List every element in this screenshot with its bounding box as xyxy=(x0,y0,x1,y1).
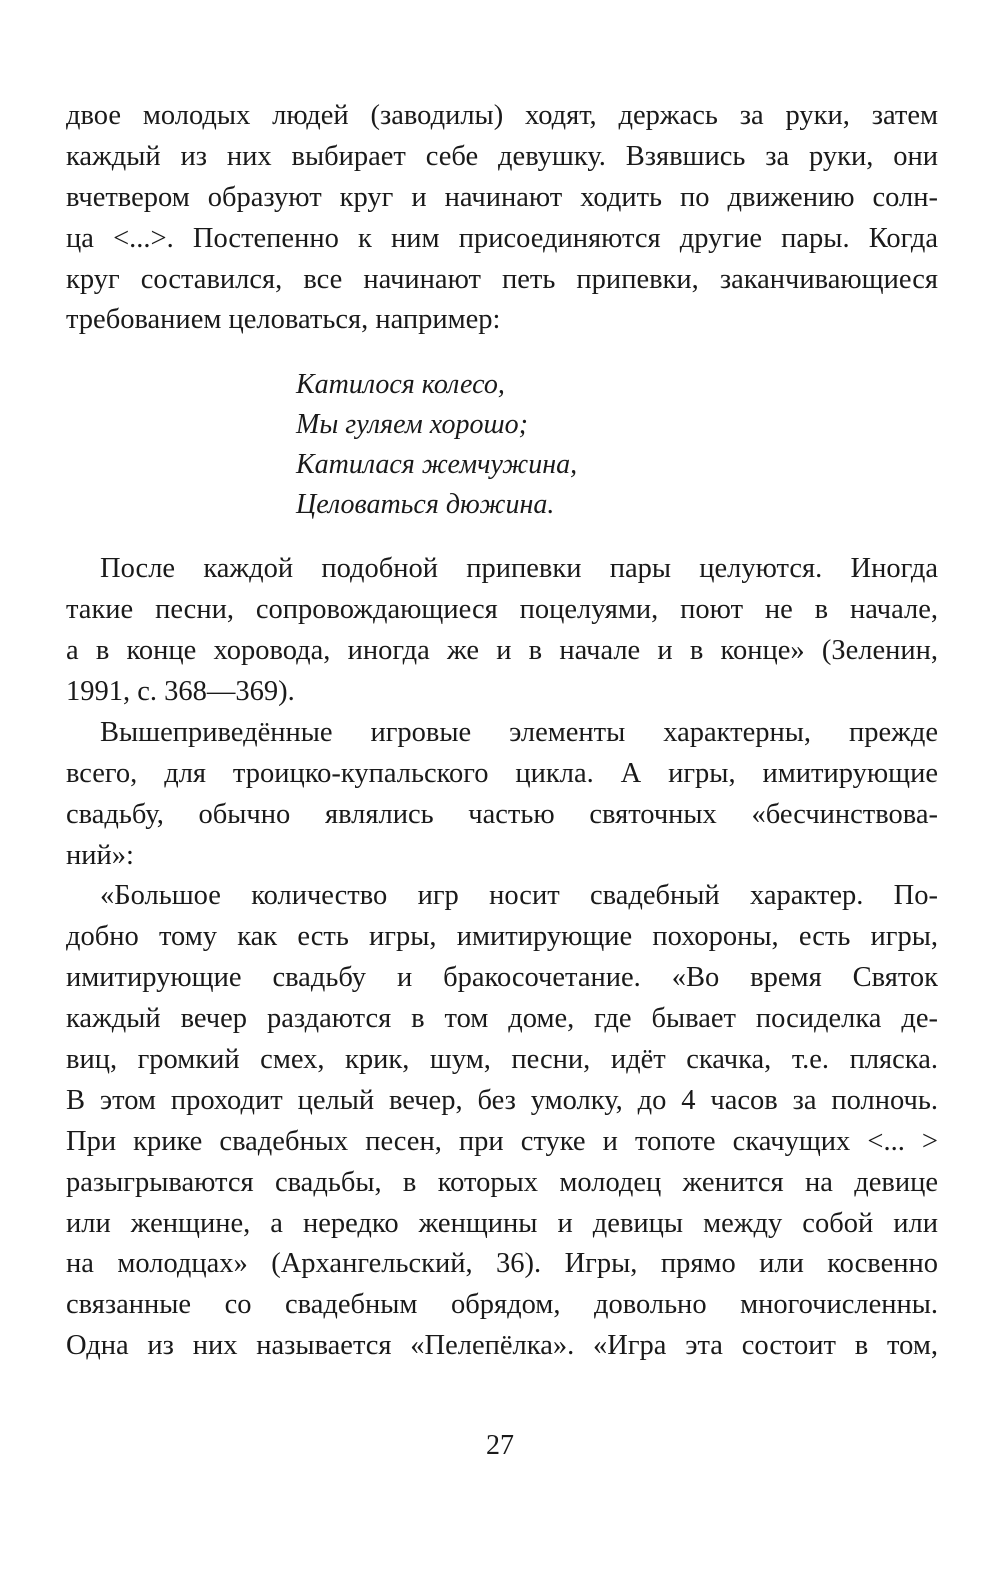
text-line: каждый из них выбирает себе девушку. Взявшись за руки, они xyxy=(66,140,938,172)
text-line: ца <...>. Постепенно к ним присоединяются другие пары. Когда xyxy=(66,222,938,254)
text-line: 1991, с. 368—369). xyxy=(66,676,295,708)
text-line: вчетвером образуют круг и начинают ходить по движению солн- xyxy=(66,181,938,213)
text-line: двое молодых людей (заводилы) ходят, держась за руки, затем xyxy=(66,100,938,131)
text-line: на молодцах» (Архангельский, 36). Игры, прямо или косвенно xyxy=(66,1248,938,1280)
text-line: Вышеприведённые игровые элементы характерны, прежде xyxy=(100,716,938,748)
text-line: свадьбу, обычно являлись частью святочных «бесчинствова- xyxy=(66,798,938,830)
text-line: а в конце хоровода, иногда же и в начале и в конце» (Зеленин, xyxy=(66,635,938,667)
text-line: После каждой подобной припевки пары целуются. Иногда xyxy=(100,553,938,585)
verse-line: Катилася жемчужина, xyxy=(296,449,578,481)
text-line: связанные со свадебным обрядом, довольно многочисленны. xyxy=(66,1289,938,1321)
page-body xyxy=(66,96,938,1367)
text-line: или женщине, а нередко женщины и девицы между собой или xyxy=(66,1207,938,1239)
text-line: ний»: xyxy=(66,839,134,871)
paragraph-2 xyxy=(66,549,938,713)
text-line: добно тому как есть игры, имитирующие похороны, есть игры, xyxy=(66,921,938,953)
text-line: виц, громкий смех, крик, шум, песни, идёт скачка, т.е. пляска. xyxy=(66,1044,938,1076)
text-line: имитирующие свадьбу и бракосочетание. «Во время Святок xyxy=(66,962,938,994)
paragraph-3 xyxy=(66,713,938,877)
verse-line: Мы гуляем хорошо; xyxy=(296,409,528,441)
text-line: разыгрываются свадьбы, в которых молодец женится на девице xyxy=(66,1166,938,1198)
page-number: 27 xyxy=(486,1430,514,1461)
text-line: всего, для троицко-купальского цикла. А игры, имитирующие xyxy=(66,757,938,789)
paragraph-1 xyxy=(66,96,938,341)
text-line: «Большое количество игр носит свадебный характер. По- xyxy=(100,880,938,912)
paragraph-4 xyxy=(66,876,938,1367)
verse-line: Катилося колесо, xyxy=(296,369,505,401)
text-line: каждый вечер раздаются в том доме, где бывает посиделка де- xyxy=(66,1003,938,1035)
text-line: Одна из них называется «Пелепёлка». «Игра эта состоит в том, xyxy=(66,1330,938,1362)
text-line: требованием целоваться, например: xyxy=(66,304,501,336)
text-line: такие песни, сопровождающиеся поцелуями, поют не в начале, xyxy=(66,594,938,626)
text-line: При крике свадебных песен, при стуке и топоте скачущих <... > xyxy=(66,1125,938,1157)
verse-block xyxy=(66,365,938,525)
text-line: круг составился, все начинают петь припевки, заканчивающиеся xyxy=(66,263,938,295)
verse-line: Целоваться дюжина. xyxy=(296,489,555,521)
text-line: В этом проходит целый вечер, без умолку, до 4 часов за полночь. xyxy=(66,1084,938,1116)
